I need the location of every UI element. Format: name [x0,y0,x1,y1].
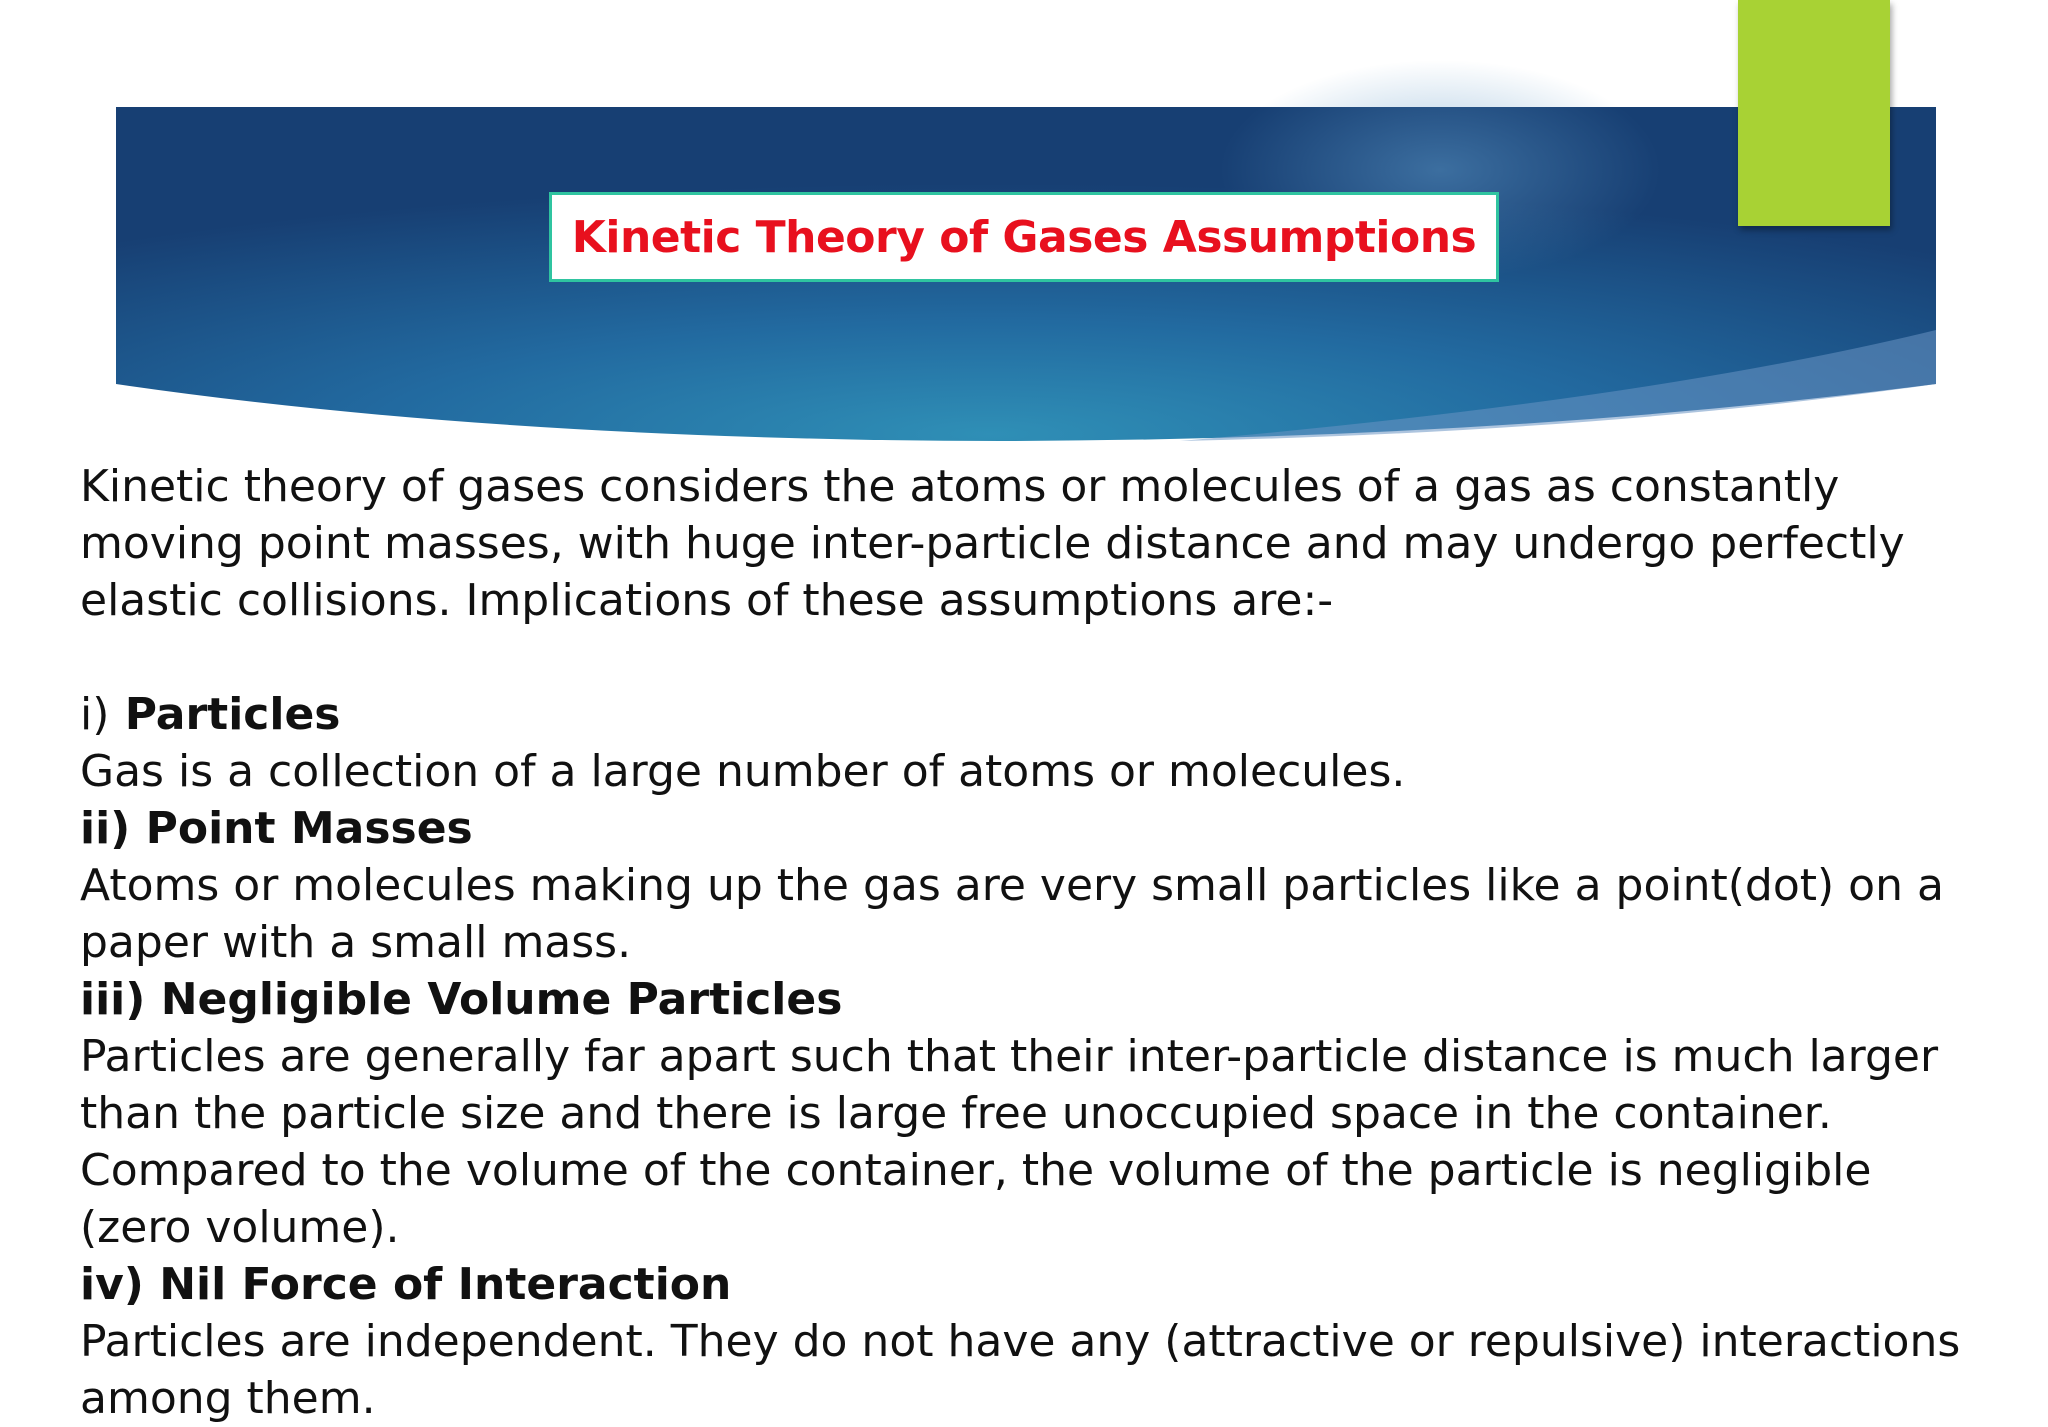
intro-paragraph: Kinetic theory of gases considers the atoms or molecules of a gas as constantly moving point masses, with huge inter-particle distance and may undergo perfectly elastic collisions. Implications of these assumptions are:- [80,461,1905,626]
title-box [549,192,1499,282]
section-body-nil-force: Particles are independent. They do not have any (attractive or repulsive) interactions among them. [80,1316,1961,1424]
section-heading-point-masses: ii) Point Masses [80,803,473,854]
section-body-negligible-volume: Particles are generally far apart such that their inter-particle distance is much larger than the particle size and there is large free unoccupied space in the container. Compared to the volume of the container, the volume of the particle is negligible (zero volume). [80,1031,1939,1253]
section-heading-nil-force: iv) Nil Force of Interaction [80,1259,732,1310]
slide-content [80,458,1990,1427]
section-heading-particles: i) Particles [80,689,341,740]
section-heading-negligible-volume: iii) Negligible Volume Particles [80,974,843,1025]
accent-tab [1738,0,1890,226]
section-body-point-masses: Atoms or molecules making up the gas are very small particles like a point(dot) on a paper with a small mass. [80,860,1944,968]
slide-title: Kinetic Theory of Gases Assumptions [571,211,1477,263]
section-body-particles: Gas is a collection of a large number of atoms or molecules. [80,746,1406,797]
